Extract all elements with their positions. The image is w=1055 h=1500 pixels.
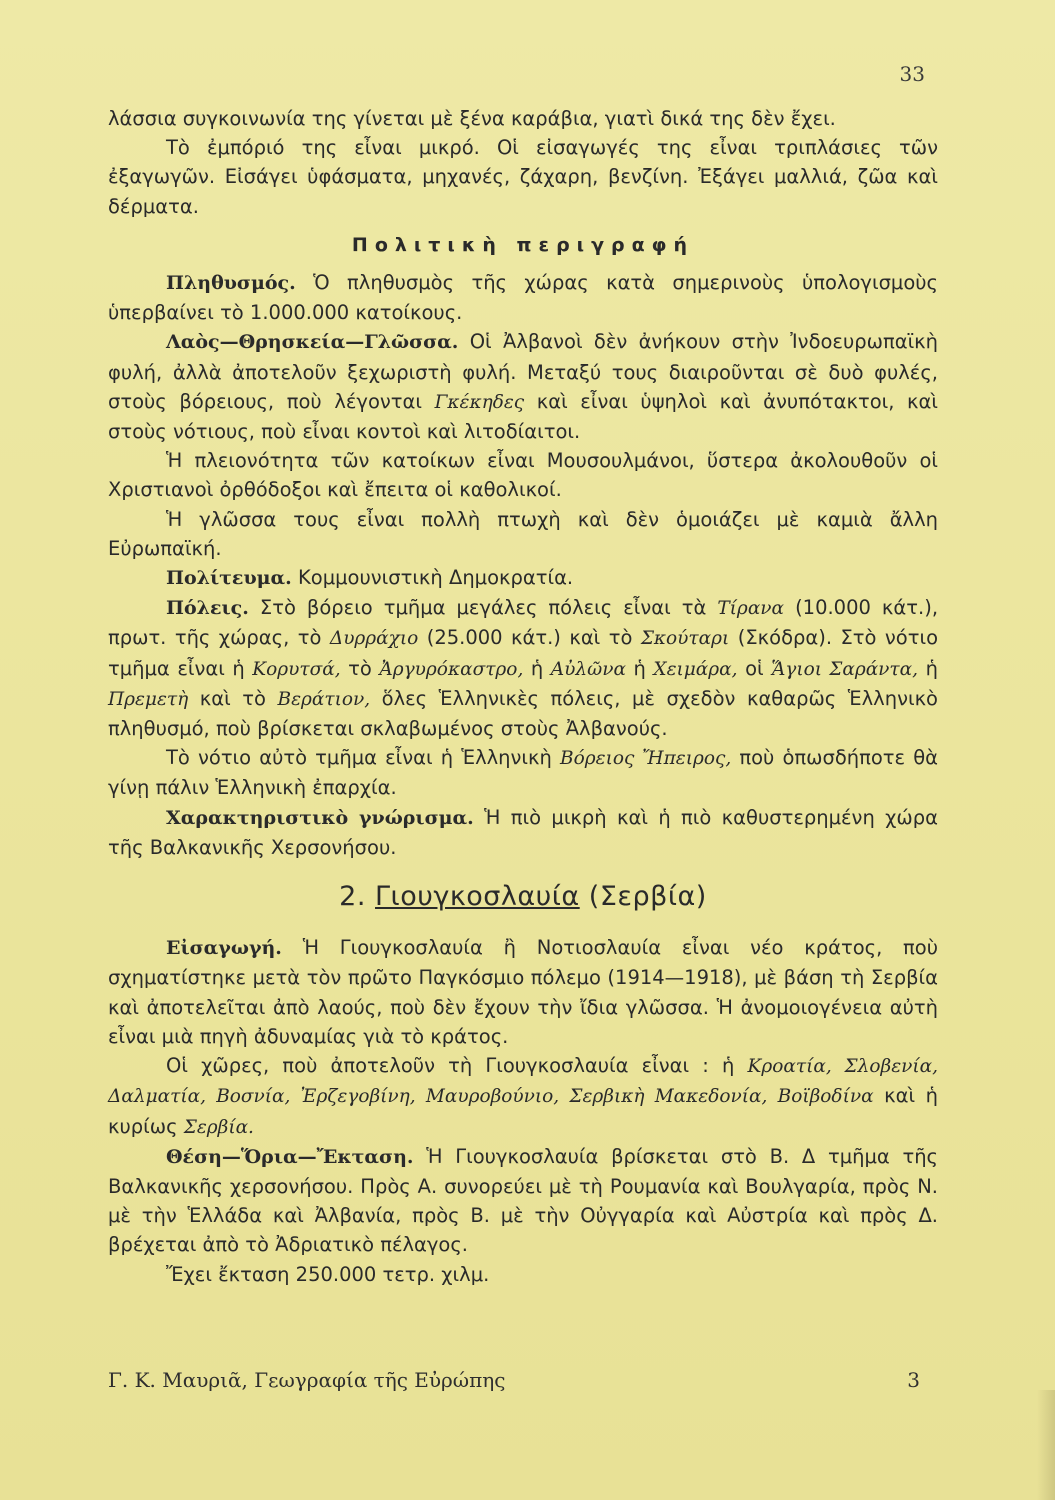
cities-text: ἡ (523, 656, 551, 680)
term-intro: Εἰσαγωγή. (166, 937, 282, 960)
cities-text: ἡ (625, 656, 654, 680)
cities-text: καὶ τὸ (188, 686, 278, 710)
people-religion-paragraph (108, 327, 938, 446)
north-epirus-name: Βόρειος Ἤπειρος, (560, 748, 732, 770)
city-name: Κορυτσά, (252, 658, 341, 680)
section-subtitle: (Σερβία) (588, 881, 707, 913)
city-name: Βεράτιον, (277, 688, 371, 710)
language-paragraph: Ἡ γλῶσσα τους εἶναι πολλὴ πτωχὴ καὶ δὲν ὁμοιάζει μὲ καμιὰ ἄλλη Εὐρωπαϊκή. (108, 507, 938, 560)
people-text-b: καὶ εἶναι ὑψηλοὶ καὶ ἀνυπότακτοι, καὶ στοὺς νότιους, ποὺ εἶναι κοντοὶ καὶ λιτοδίαιτοι. (108, 389, 938, 444)
term-population: Πληθυσμός. (166, 272, 296, 295)
term-feature: Χαρακτηριστικὸ γνώρισμα. (166, 806, 474, 829)
city-name: Πρεμετὴ (108, 688, 189, 710)
footer-signature-number: 3 (907, 1368, 920, 1392)
cities-text: οἱ (737, 656, 772, 680)
position-yu-paragraph (108, 1142, 938, 1260)
section-number: 2. (339, 881, 366, 913)
city-name: Τίρανα (717, 598, 785, 620)
city-name: Σκούταρι (640, 628, 730, 650)
countries-text: Οἱ χῶρες, ποὺ ἀποτελοῦν τὴ Γιουγκοσλαυία εἶναι : ἡ (166, 1054, 748, 1078)
cities-text: (10.000 κάτ.), πρωτ. τῆς χώρας, τὸ (108, 596, 939, 650)
section-heading-yugoslavia (108, 882, 938, 911)
north-epirus-text: Τὸ νότιο αὐτὸ τμῆμα εἶναι ἡ Ἑλληνικὴ (166, 746, 561, 770)
term-position: Θέση—Ὅρια—Ἔκταση. (166, 1145, 414, 1168)
majority-paragraph: Ἡ πλειονότητα τῶν κατοίκων εἶναι Μουσουλμάνοι, ὕστερα ἀκολουθοῦν οἱ Χριστιανοὶ ὀρθόδοξοι καὶ ἔπειτα οἱ καθολικοί. (108, 449, 938, 502)
trade-paragraph: Τὸ ἐμπόριό της εἶναι μικρό. Οἱ εἰσαγωγές της εἶναι τριπλάσιες τῶν ἐξαγωγῶν. Εἰσάγει ὑφάσματα, μηχανές, ζάχαρη, βενζίνη. Ἐξάγει μαλλιά, ζῶα καὶ δέρματα. (108, 136, 938, 218)
countries-yu-paragraph (108, 1051, 938, 1142)
area-yu-paragraph: Ἔχει ἔκταση 250.000 τετρ. χιλμ. (166, 1262, 490, 1286)
cities-text: Στὸ βόρειο τμῆμα μεγάλες πόλεις εἶναι τὰ (248, 596, 718, 620)
section-heading-political: Πολιτικὴ περιγραφή (351, 233, 695, 256)
section-title: Γιουγκοσλαυία (375, 881, 580, 913)
term-people-religion: Λαὸς—Θρησκεία—Γλῶσσα. (166, 331, 459, 354)
intro-continuation: λάσσια συγκοινωνία της γίνεται μὲ ξένα καράβια, γιατὶ δικά της δὲν ἔχει. (108, 107, 836, 130)
regime-paragraph (108, 563, 938, 593)
countries-text: καὶ ἡ κυρίως (108, 1084, 938, 1138)
intro-yu-paragraph (108, 933, 938, 1051)
page-edge-shadow (1037, 1390, 1055, 1500)
page-number: 33 (899, 62, 925, 86)
countries-list: Κροατία, Σλοβενία, Δαλματία, Βοσνία, Ἐρζεγοβίνη, Μαυροβούνιο, Σερβικὴ Μακεδονία, Βοϊβοδίνα (108, 1056, 938, 1108)
feature-text: Ἡ πιὸ μικρὴ καὶ ἡ πιὸ καθυστερημένη χώρα τῆς Βαλκανικῆς Χερσονήσου. (108, 805, 938, 859)
intro-yu-text: Ἡ Γιουγκοσλαυία ἢ Νοτιοσλαυία εἶναι νέο κράτος, ποὺ σχηματίστηκε μετὰ τὸν πρῶτο Παγκόσμιο πόλεμο (1914—1918), μὲ βάση τὴ Σερβία καὶ ἀποτελεῖται ἀπὸ λαούς, ποὺ δὲν ἔχουν τὴν ἴδια γλῶσσα. Ἡ ἀνομοιογένεια αὐτὴ εἶναι μιὰ πηγὴ ἀδυναμίας γιὰ τὸ κράτος. (108, 936, 938, 1048)
cities-text: ἡ (918, 656, 938, 680)
italic-gekides: Γκέκηδες (434, 391, 525, 413)
cities-text: (25.000 κάτ.) καὶ τὸ (418, 626, 641, 650)
feature-paragraph (108, 803, 938, 862)
page-body (108, 104, 938, 1289)
cities-text: ὅλες Ἑλληνικὲς πόλεις, μὲ σχεδὸν καθαρῶς Ἑλληνικὸ πληθυσμό, ποὺ βρίσκεται σκλαβωμένος στοὺς Ἀλβανούς. (108, 686, 938, 741)
page-footer (108, 1368, 920, 1392)
regime-text: Κομμουνιστικὴ Δημοκρατία. (291, 566, 574, 590)
people-text-a: Οἱ Ἀλβανοὶ δὲν ἀνήκουν στὴν Ἰνδοευρωπαϊκὴ φυλή, ἀλλὰ ἀποτελοῦν ξεχωριστὴ φυλή. Μεταξύ τους διαιροῦνται σὲ δυὸ φυλές, στοὺς βόρειους, ποὺ λέγονται (108, 330, 938, 413)
city-name: Ἀργυρόκαστρο, (379, 658, 524, 680)
north-epirus-text: ποὺ ὁπωσδήποτε θὰ γίνῃ πάλιν Ἑλληνικὴ ἐπαρχία. (108, 746, 939, 800)
city-name: Δυρράχιο (329, 628, 419, 650)
population-text: Ὁ πληθυσμὸς τῆς χώρας κατὰ σημερινοὺς ὑπολογισμοὺς ὑπερβαίνει τὸ 1.000.000 κατοίκους. (108, 271, 938, 325)
term-regime: Πολίτευμα. (166, 567, 292, 590)
term-cities: Πόλεις. (166, 597, 249, 620)
city-name: Ἅγιοι Σαράντα, (771, 658, 919, 680)
footer-book-title: Γ. Κ. Μαυριᾶ, Γεωγραφία τῆς Εὐρώπης (108, 1368, 506, 1392)
city-name: Αὐλῶνα (550, 658, 626, 680)
cities-text: (Σκόδρα). Στὸ νότιο τμῆμα εἶναι ἡ (108, 626, 938, 680)
cities-paragraph (108, 593, 938, 743)
population-paragraph (108, 268, 938, 327)
position-yu-text: Ἡ Γιουγκοσλαυία βρίσκεται στὸ Β. Δ τμῆμα τῆς Βαλκανικῆς χερσονήσου. Πρὸς Α. συνορεύει μὲ τὴ Ρουμανία καὶ Βουλγαρία, πρὸς Ν. μὲ τὴν Ἑλλάδα καὶ Ἀλβανία, πρὸς Β. μὲ τὴν Οὐγγαρία καὶ Αὐστρία καὶ πρὸς Δ. βρέχεται ἀπὸ τὸ Ἀδριατικὸ πέλαγος. (108, 1144, 938, 1257)
country-serbia: Σερβία. (183, 1116, 254, 1138)
city-name: Χειμάρα, (653, 658, 738, 680)
cities-text: τὸ (340, 656, 380, 680)
north-epirus-paragraph (108, 743, 938, 802)
